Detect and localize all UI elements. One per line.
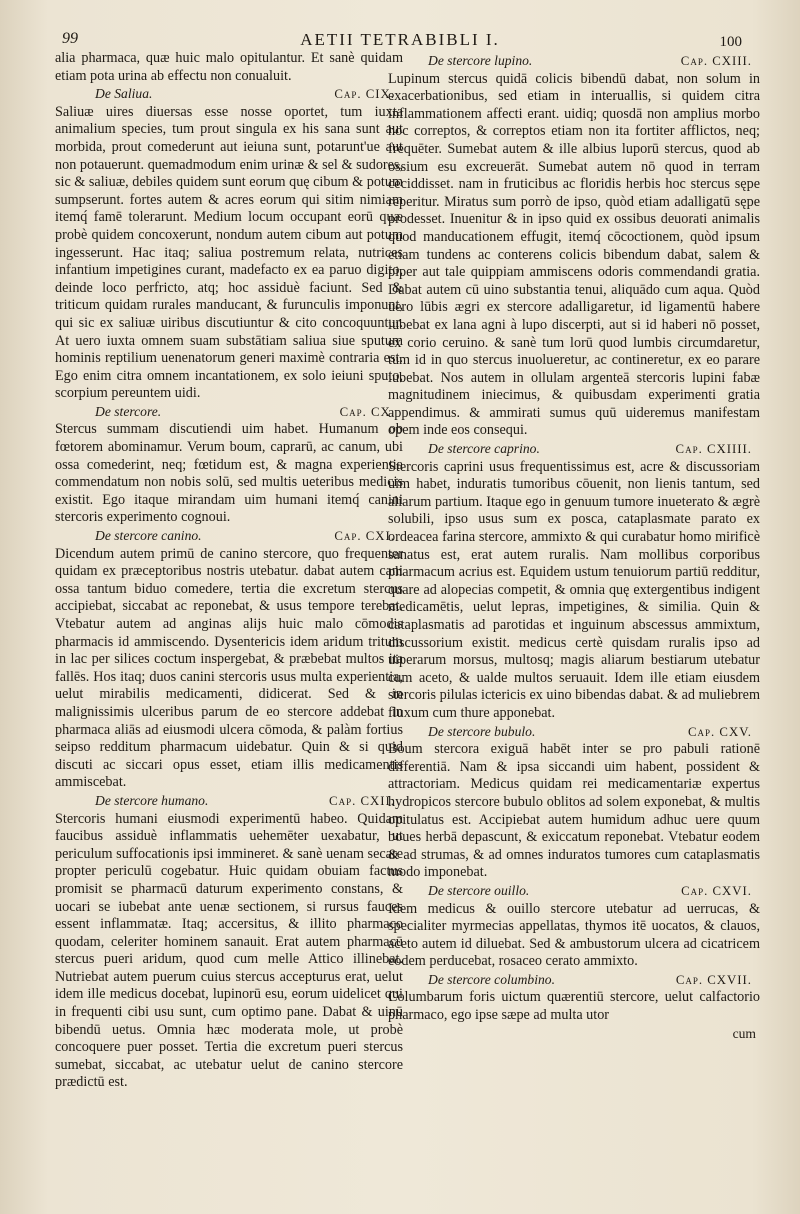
chapter-number: Cap. CXVI. xyxy=(681,883,752,898)
chapter-number: Cap. CXVII. xyxy=(675,972,752,987)
chapter-heading xyxy=(388,971,760,990)
chapter-heading xyxy=(55,792,403,811)
chapter-heading xyxy=(55,527,403,546)
chapter-number: Cap. CXIIII. xyxy=(675,442,752,457)
chapter-text: Stercoris caprini usus frequentissimus est, acre & discussoriam uim habet, induratis tumoribus cōuenit, non lienis tantum, sed aliarum partium. Itaque ego in genuum tumore inueterato & ægrè solubili, ipso usus sum ex posca, cataplasmate parato ex ordeacea farina stercore, ammixto & qui curabatur homo mirificè sanatus est, erat autem ruralis. Nam mollibus corporibus pharmacum acrius est. Equidem ustum tenuiorum partiū redditur, quare ad alopecias competit, & omnia quę extergentibus indigent medicamētis, uelut lepras, impetigines, & similia. Quin & cataplasmatis ad parotidas et inguinum abscessus ammixtum, discussorium existit. medicus certè quisdam ruralis ipso ad uiperarum morsus, multosq; magis aliarum bestiarum utebatur cum aceto, & ualde multos seruauit. Idem ille etiam eiusdem stercoris pilulas ictericis ex uino bibendas dabat. & ad muliebrem fluxum cum thure apponebat. xyxy=(388,458,760,721)
chapter-title: De stercore caprino. xyxy=(428,441,540,457)
chapter-number: Cap. CXII. xyxy=(329,793,395,808)
chapter-heading xyxy=(55,85,403,104)
chapter-text: Boum stercora exiguā habēt inter se pro pabuli rationē differentiā. Nam & ipsa siccandi uim habent, possident & attractoriam. Medicus quidam rei medicamentariæ expertus hydropicos stercore bubulo oblitos ad solem exponebat, & multis opitulatus est. Accipiebat autem humidum adhuc uere quum boues herbā depascunt, & exiccatum reponebat. Vtebatur eodem & ad strumas, & ad omnes induratos tumores cum cataplasmatis modo imponebat. xyxy=(388,741,760,881)
chapter-title: De stercore columbino. xyxy=(428,971,555,987)
page-number-right: 100 xyxy=(719,34,742,50)
right-column xyxy=(388,52,760,1042)
chapter-title: De stercore humano. xyxy=(95,792,209,808)
chapter-text: Stercoris humani eiusmodi experimentū habeo. Quidam faucibus assiduè inflammatis uehemēter uexabatur, ut periculum suffocationis ipsi immineret. & sanè uenam secare propter periculū cogebatur. Huic quidam obuiam factus promisit se pharmacū daturum experimento constans, & uocari se iubebat ante uenæ sectionem, si rursus fauces essent inflammatæ. Itaq; accersitus, & illito pharmaco quodam, celeriter hominem sanauit. Erat autem pharmacū stercus pueri aridum, quod cum melle Attico illinebat. Nutriebat autem puerum cuius stercus accepturus erat, uelut idem ille medicus docebat, lupinorū esu, eorum uidelicet qui in frequenti cibi usu sunt, cum optimo pane. Dabat & uinū bibendū uetus. Omnia hæc moderata mole, ut probè concoquere puer posset. Tertia die excretum pueri stercus sumebat, siccabat, ac utebatur uelut de canino stercore prædictū est. xyxy=(55,810,403,1091)
left-column xyxy=(55,50,403,1092)
running-title: AETII TETRABIBLI I. xyxy=(300,30,500,49)
chapter-text: Idem medicus & ouillo stercore utebatur ad uerrucas, & specialiter myrmecias appellatas, thymos itē uocatos, & clauos, aceto autem id diluebat. Sed & ambustorum ulcera ad cicatricem eodem perducebat, rosaceo cerato ammixto. xyxy=(388,900,760,970)
chapter-title: De stercore bubulo. xyxy=(428,723,536,739)
chapter-text: Stercus summam discutiendi uim habet. Humanum ob fœtorem abominamur. Verum boum, caprarū, ac canum, ubi ossa comederint, neq; fœtidum est, & magna experientia commendatum non nobis solū, sed multis ueteribus medicis existit. Ego itaque mirandam uim humani itemq́ canini stercoris experimento cognoui. xyxy=(55,421,403,526)
chapter-text: Dicendum autem primū de canino stercore, quo frequenter quidam ex præceptoribus nostris utebatur. dabat autem cani ossa tantum biduo comedere, tertia die excretum stercus accipiebat, siccabat ac reponebat, & usus tempore terebat. Vtebatur autem ad anginas alijs huic malo cōmodis pharmacis id ammiscendo. Dysentericis idem aridum tritum in lac per silices coctum inspergebat, & præbebat multos ita fallēs. Hos itaq; duos canini stercoris usus multa experientia, uelut mirabilis medicamenti, didicerat. Sed & in malignissimis ulceribus parum de eo stercore addebat in pharmaca aliās ad eiusmodi ulcera cōmoda, & palàm fortius seipso redditum pharmacum uidebatur. Quin & si quid discuti ac siccari opus esset, etiam illis medicamentis ammiscebat. xyxy=(55,545,403,791)
chapter-title: De stercore ouillo. xyxy=(428,882,530,898)
page-number-left: 99 xyxy=(62,30,78,47)
chapter-title: De stercore. xyxy=(95,403,162,419)
catchword: cum xyxy=(732,1025,756,1041)
chapter-text: Columbarum foris uictum quærentiū stercore, uelut calfactorio pharmaco, ego ipse sæpe ad multa utor xyxy=(388,989,760,1024)
chapter-title: De Saliua. xyxy=(95,86,153,102)
chapter-number: Cap. CXIII. xyxy=(680,54,752,68)
chapter-heading xyxy=(388,52,760,71)
chapter-number: Cap. CXV. xyxy=(687,724,752,739)
chapter-heading xyxy=(388,440,760,459)
chapter-text: Lupinum stercus quidā colicis bibendū dabat, non solum in exacerbationibus, sed etiam in interuallis, si quidem citra inflammationem affecti erant. uidiq; quosdā non amplius morbo hoc correptos, & correptos etiam non ita fortiter afflictos, neq; frequēter. Sumebat autem & ille albius luporū stercus, quod ab ossium esu excreuerāt. Sumebat autem nō quod in terram ceciddisset. nam in fruticibus ac floridis herbis hoc stercus sępe reperitur. Miratus sum porrò de ipso, quòd etiam adalligatū sępe prodesset. Inuenitur & in ipso quid ex ossibus deuorati animalis quod manducationem effugit, itemq́ cōcoctionem, quòd ipsum etiam tundens ac conterens colicis bibendum dabat, salem & piper aut tale quippiam ammiscens odoris commendandi gratia. Dabat autem cū uino substantia tenui, aliquādo cum aqua. Quòd uero lūbis ægri ex stercore adalligaretur, id ligamentū habere iubebat ex lana agni à lupo discerpti, aut si id haberi nō posset, ex corio ceruino. & sanè tum lorū quod lumbis circumdaretur, tum id in quo stercus inuolueretur, ac contineretur, ex eo parare iubebat. Nos autem in ollulam argenteā stercoris lupini fabæ magnitudinem iniecimus, & quibusdam experimenti gratia appendimus. & ammirati sumus quū uideremus manifestam opem inde eos consequi. xyxy=(388,70,760,439)
intro-text: alia pharmaca, quæ huic malo opitulantur. Et sanè quidam etiam pota urina ab effectu non conualuit. xyxy=(55,50,403,84)
chapter-title: De stercore canino. xyxy=(95,528,202,544)
chapter-number: Cap. CXI. xyxy=(334,529,395,544)
chapter-number: Cap. CX. xyxy=(339,404,395,419)
chapter-number: Cap. CIX. xyxy=(334,87,395,102)
chapter-text: Saliuæ uires diuersas esse nosse oportet, tum iuxta animalium species, tum prout singula ex his sana sunt aut morbida, prout comederunt aut ieiuna sunt, potarunt'ue aut non potauerunt. quemadmodum enim urinæ & sel & sudores, sic & saliuæ, debiles quidem sunt eorum quę cibum & potum sumpserunt. fortes autem & acres eorum qui sitim nimiam itemq́ famē tolerarunt. Medium locum occupant eorū quæ probè quidem concoxerunt, nondum autem cibum aut potum ingesserunt. Hac itaq; saliua postremum relata, nutrices infantium impetigines curant, madefacto ex ea paruo digito, deinde loco perfricto, atq; hoc assiduè faciunt. Sed & triticum quidam rurales manducant, & furunculis imponunt, qui sic ex saliuæ uiribus discutiuntur & cito concoquuntur. At uero iuxta omnem suam substātiam saliua siue sputum hominis reptilium uenenatorum generi maximè contraria est. Ego enim citra omnem incantationem, ex solo ieiuni sputo, scorpium pereuntem uidi. xyxy=(55,103,403,402)
chapter-title: De stercore lupino. xyxy=(428,53,533,68)
chapter-heading xyxy=(388,723,760,742)
chapter-heading xyxy=(55,403,403,422)
chapter-heading xyxy=(388,882,760,901)
